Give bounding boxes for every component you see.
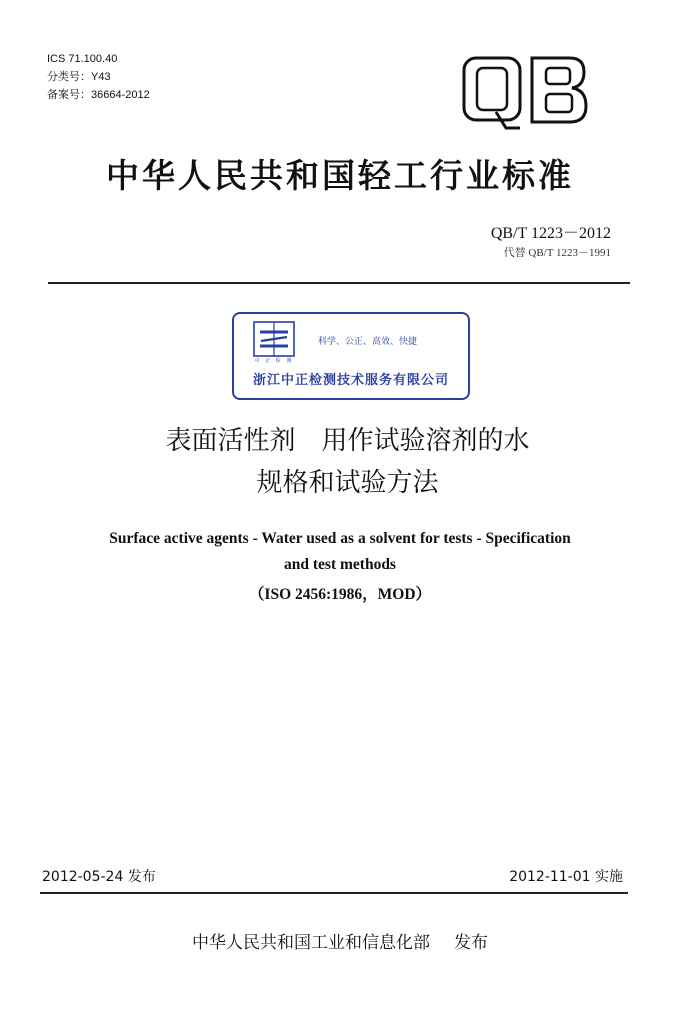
implement-date: 2012-11-01 实施	[509, 869, 623, 885]
replaced-standard: 代替 QB/T 1223－1991	[503, 247, 611, 259]
header-meta	[47, 50, 150, 104]
standard-number: QB/T 1223－2012	[490, 225, 611, 242]
company-logo-icon	[252, 320, 296, 358]
ics-code: ICS 71.100.40	[47, 53, 118, 65]
issuer-action: 发布	[454, 933, 488, 953]
english-title-line-2: and test methods	[284, 556, 396, 573]
chinese-title-line-1: 表面活性剂 用作试验溶剂的水	[165, 426, 530, 456]
stamp-company-name: 浙江中正检测技术服务有限公司	[252, 373, 449, 388]
issuer-name: 中华人民共和国工业和信息化部	[192, 933, 430, 953]
issuer-line	[40, 928, 640, 953]
company-stamp	[232, 312, 470, 400]
classification-code: 分类号：Y43	[47, 71, 111, 83]
stamp-slogan: 科学、公正、高效、快捷	[318, 337, 418, 347]
chinese-title-line-2: 规格和试验方法	[256, 468, 439, 498]
bottom-divider	[40, 892, 628, 894]
top-divider	[48, 282, 630, 284]
iso-reference: （ISO 2456:1986，MOD）	[248, 586, 432, 603]
record-number: 备案号：36664-2012	[47, 89, 150, 101]
publish-date: 2012-05-24 发布	[42, 869, 156, 885]
stamp-logo-caption: 中 正 检 测	[254, 358, 294, 364]
qb-logo	[458, 52, 592, 134]
english-title-line-1: Surface active agents - Water used as a solvent for tests - Specification	[109, 530, 571, 547]
standard-category-title: 中华人民共和国轻工行业标准	[106, 156, 574, 195]
